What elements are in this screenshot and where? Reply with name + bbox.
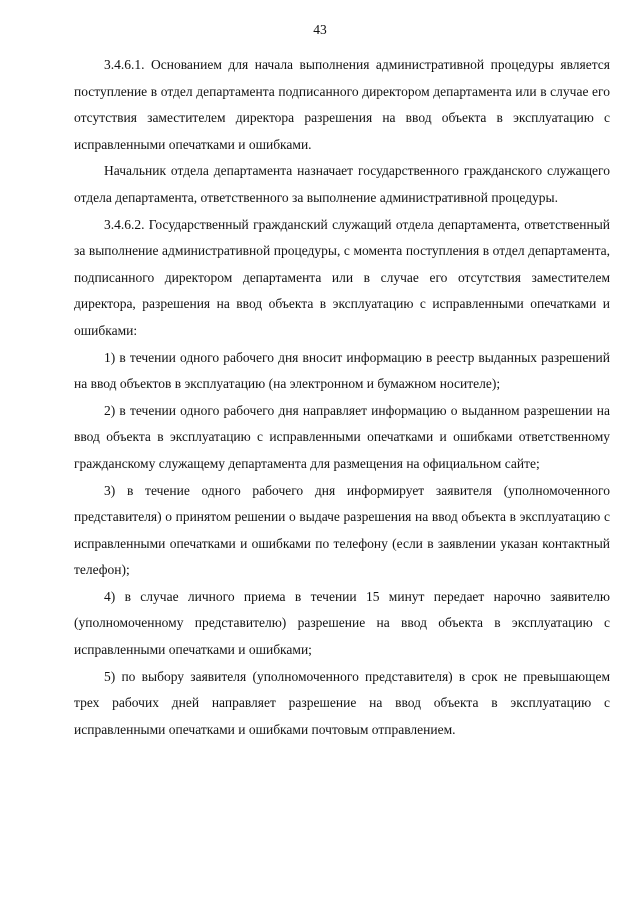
paragraph-3-4-6-2: 3.4.6.2. Государственный гражданский служащий отдела департамента, ответственный за выполнение административной процедуры, с момента поступления в отдел департамента, подписанного директором департамента или в случае его отсутствия заместителем директора, разрешения на ввод объекта в эксплуатацию с исправленными опечатками и ошибками: [74,216,610,338]
paragraph-department-head: Начальник отдела департамента назначает государственного гражданского служащего отдела департамента, ответственного за выполнение административной процедуры. [74,163,610,205]
document-body [74,52,610,743]
list-item-4: 4) в случае личного приема в течении 15 минут передает нарочно заявителю (уполномоченному представителю) разрешение на ввод объекта в эксплуатацию с исправленными опечатками и ошибками; [74,588,610,658]
list-item-1: 1) в течении одного рабочего дня вносит информацию в реестр выданных разрешений на ввод объектов в эксплуатацию (на электронном и бумажном носителе); [74,349,610,392]
list-item-5: 5) по выбору заявителя (уполномоченного представителя) в срок не превышающем трех рабочих дней направляет разрешение на ввод объекта в эксплуатацию с исправленными опечатками и ошибками почтовым отправлением. [74,668,610,737]
page-number: 43 [313,22,327,37]
list-item-3: 3) в течение одного рабочего дня информирует заявителя (уполномоченного представителя) о принятом решении о выдаче разрешения на ввод объекта в эксплуатацию с исправленными опечатками и ошибками по телефону (если в заявлении указан контактный телефон); [74,482,610,578]
paragraph-3-4-6-1: 3.4.6.1. Основанием для начала выполнения административной процедуры является поступление в отдел департамента подписанного директором департамента или в случае его отсутствия заместителем директора разрешения на ввод объекта в эксплуатацию с исправленными опечатками и ошибками. [74,57,610,152]
list-item-2: 2) в течении одного рабочего дня направляет информацию о выданном разрешении на ввод объекта в эксплуатацию с исправленными опечатками и ошибками ответственному гражданскому служащему департамента для размещения на официальном сайте; [74,402,610,471]
